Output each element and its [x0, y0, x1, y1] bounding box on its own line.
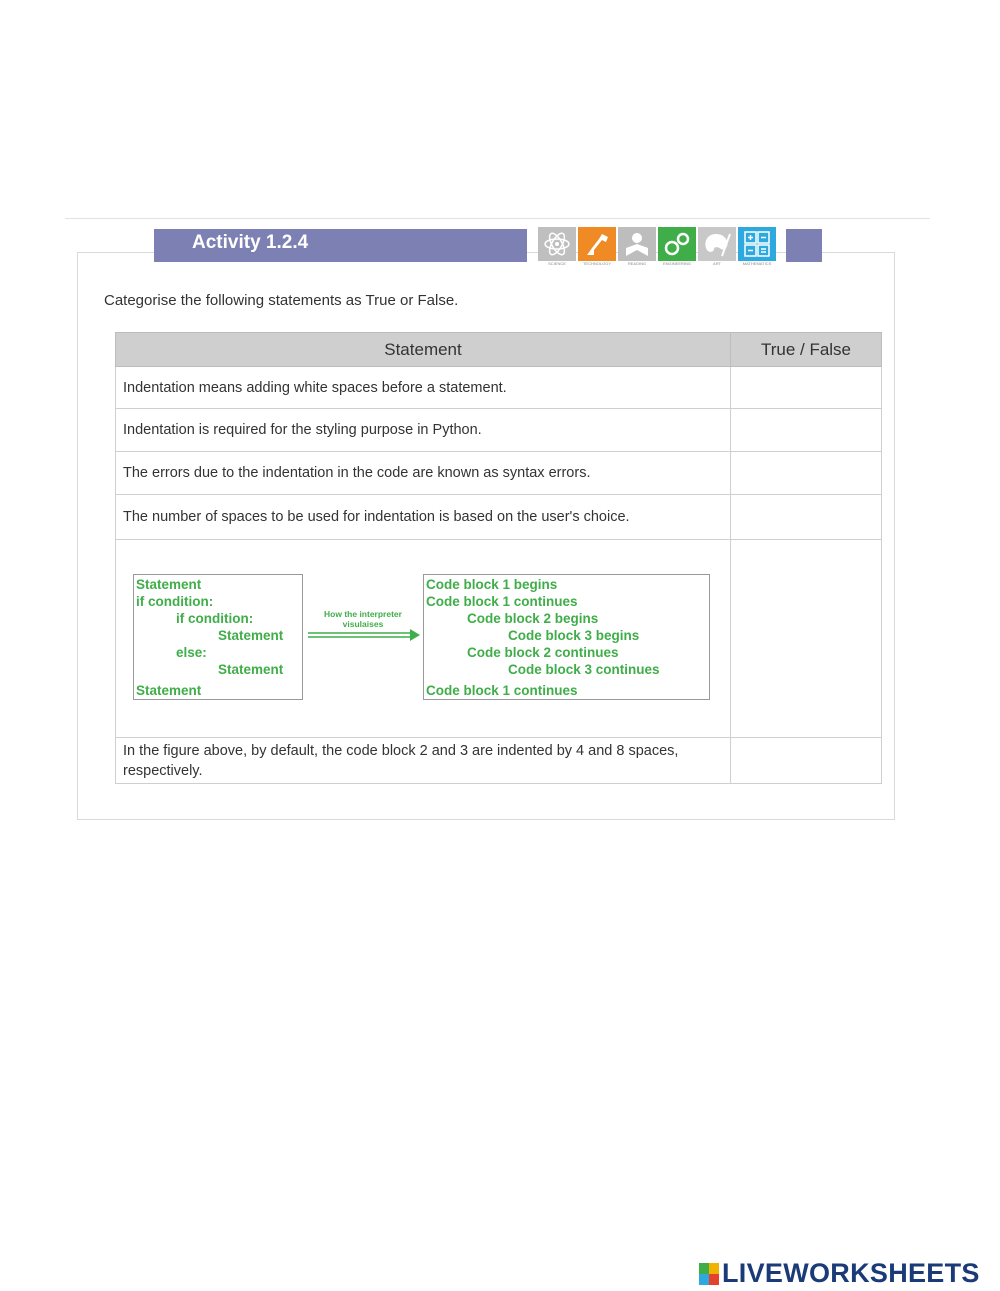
table-row	[116, 452, 882, 495]
interpreter-view-box	[423, 574, 710, 700]
liveworksheets-brand	[699, 1258, 980, 1289]
code-structure-box	[133, 574, 303, 700]
right-arrow-icon	[306, 629, 422, 641]
header-end-block	[786, 229, 822, 262]
figure-cell	[116, 540, 731, 738]
science-icon: SCIENCE	[538, 227, 576, 261]
engineering-icon: ENGINEERING	[658, 227, 696, 261]
statement-cell: Indentation is required for the styling purpose in Python.	[116, 409, 731, 452]
statement-header: Statement	[116, 333, 731, 367]
true-false-header: True / False	[731, 333, 882, 367]
code-line: Statement	[218, 662, 284, 677]
top-divider	[65, 218, 930, 219]
code-line: if condition:	[176, 611, 254, 626]
reading-icon: READING	[618, 227, 656, 261]
answer-cell[interactable]	[731, 495, 882, 540]
answer-cell[interactable]	[731, 540, 882, 738]
statement-cell: The errors due to the indentation in the code are known as syntax errors.	[116, 452, 731, 495]
mathematics-icon: MATHEMATICS	[738, 227, 776, 261]
art-icon: ART	[698, 227, 736, 261]
liveworksheets-logo-icon	[699, 1263, 719, 1285]
code-line: Code block 3 continues	[508, 662, 660, 677]
stem-icons	[538, 227, 778, 266]
table-header-row	[116, 333, 882, 367]
table-row	[116, 495, 882, 540]
code-line: if condition:	[136, 594, 214, 609]
code-line: Code block 2 continues	[467, 645, 619, 660]
code-line: else:	[176, 645, 207, 660]
code-line: Code block 1 begins	[426, 577, 558, 592]
true-false-table	[115, 332, 882, 784]
code-line: Code block 3 begins	[508, 628, 640, 643]
code-line: Code block 2 begins	[467, 611, 599, 626]
technology-icon: TECHNOLOGY	[578, 227, 616, 261]
table-row	[116, 409, 882, 452]
code-line: Statement	[136, 683, 202, 698]
statement-cell: In the figure above, by default, the code block 2 and 3 are indented by 4 and 8 spaces, respectively.	[116, 738, 731, 784]
table-row	[116, 367, 882, 409]
instruction-text: Categorise the following statements as True or False.	[104, 292, 459, 309]
brand-text: LIVEWORKSHEETS	[722, 1258, 980, 1288]
table-row	[116, 738, 882, 784]
statement-cell: The number of spaces to be used for indentation is based on the user's choice.	[116, 495, 731, 540]
code-line: Code block 1 continues	[426, 594, 578, 609]
table-row	[116, 540, 882, 738]
code-line: Statement	[136, 577, 202, 592]
answer-cell[interactable]	[731, 452, 882, 495]
code-line: Statement	[218, 628, 284, 643]
answer-cell[interactable]	[731, 367, 882, 409]
statement-cell: Indentation means adding white spaces before a statement.	[116, 367, 731, 409]
answer-cell[interactable]	[731, 738, 882, 784]
activity-title: Activity 1.2.4	[192, 232, 309, 253]
indentation-figure	[116, 540, 730, 737]
code-line: Code block 1 continues	[426, 683, 578, 698]
arrow-label: How the interpreter visulaises	[324, 609, 402, 629]
activity-header	[154, 229, 527, 262]
answer-cell[interactable]	[731, 409, 882, 452]
